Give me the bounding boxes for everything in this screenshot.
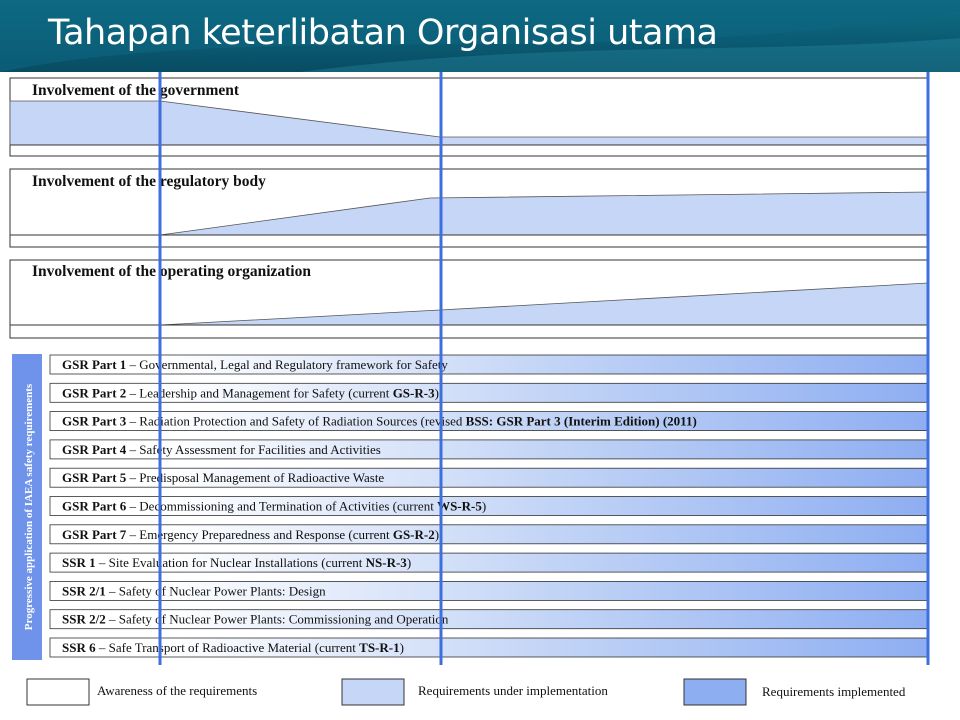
requirement-text	[62, 555, 411, 570]
requirement-reference: GS-R-3	[392, 385, 435, 401]
requirement-reference: BSS: GSR Part 3 (Interim Edition) (2011)	[465, 413, 697, 429]
requirement-separator: –	[126, 498, 140, 514]
requirement-reference: WS-R-5	[437, 498, 482, 514]
requirement-row	[50, 468, 928, 487]
legend	[27, 679, 906, 705]
requirement-row	[50, 383, 928, 402]
requirement-text	[62, 414, 697, 429]
requirement-row	[50, 355, 928, 374]
requirement-title: Safety of Nuclear Power Plants: Design	[118, 583, 326, 599]
requirement-title: Radiation Protection and Safety of Radiation Sources (revised	[139, 413, 466, 429]
requirement-row	[50, 497, 928, 516]
legend-swatch-implemented	[684, 679, 746, 705]
requirement-text	[62, 499, 486, 514]
requirement-reference: NS-R-3	[365, 555, 407, 571]
requirement-rows	[50, 355, 928, 657]
requirement-separator: –	[95, 640, 109, 655]
requirement-title: Leadership and Management for Safety (current	[139, 385, 393, 401]
requirement-text	[62, 640, 404, 655]
requirement-code: GSR Part 6	[62, 498, 127, 514]
requirement-separator: –	[105, 583, 119, 599]
legend-swatch-under-implementation	[342, 679, 404, 705]
requirement-separator: –	[126, 357, 140, 372]
side-label-bar	[12, 354, 42, 660]
requirement-separator: –	[126, 385, 140, 401]
requirement-reference: TS-R-1	[359, 640, 400, 655]
requirement-row	[50, 553, 928, 572]
legend-label-under-implementation: Requirements under implementation	[418, 683, 608, 698]
requirement-title: Decommissioning and Termination of Activities (current	[139, 498, 438, 514]
requirement-code: SSR 2/1	[62, 583, 106, 599]
requirement-row	[50, 610, 928, 629]
requirement-separator: –	[126, 441, 140, 457]
legend-swatch-awareness	[27, 679, 89, 705]
panel-label-government: Involvement of the government	[32, 82, 240, 99]
legend-label-awareness: Awareness of the requirements	[97, 683, 258, 698]
requirement-code: SSR 2/2	[62, 611, 106, 627]
side-label: Progressive application of IAEA safety requirements	[23, 383, 35, 631]
requirement-text	[62, 442, 381, 457]
requirement-text	[62, 612, 449, 627]
requirement-text	[62, 527, 439, 542]
requirement-tail: )	[481, 498, 487, 514]
requirement-code: GSR Part 1	[62, 357, 127, 372]
requirement-text	[62, 470, 384, 485]
requirement-tail: )	[434, 385, 439, 401]
requirement-title: Predisposal Management of Radioactive Waste	[139, 470, 385, 486]
requirement-title: Safe Transport of Radioactive Material (current	[108, 640, 360, 655]
requirement-code: GSR Part 3	[62, 413, 127, 429]
requirement-row	[50, 638, 928, 657]
requirement-code: SSR 1	[62, 555, 96, 571]
panel-regulatory-body	[10, 169, 928, 247]
legend-label-implemented: Requirements implemented	[762, 684, 906, 699]
requirement-separator: –	[126, 470, 140, 486]
requirement-code: GSR Part 4	[62, 441, 127, 457]
slide-title: Tahapan keterlibatan Organisasi utama	[48, 13, 718, 53]
requirement-text	[62, 357, 448, 372]
panel-label-operating-organization: Involvement of the operating organization	[32, 263, 311, 280]
requirement-title: Safety of Nuclear Power Plants: Commissioning and Operation	[118, 611, 449, 627]
requirement-row	[50, 412, 928, 431]
requirement-code: SSR 6	[62, 640, 96, 655]
requirement-text	[62, 583, 326, 598]
requirement-tail: )	[434, 526, 440, 542]
requirement-separator: –	[95, 555, 109, 571]
requirement-title: Site Evaluation for Nuclear Installations (current	[108, 555, 366, 571]
panel-label-regulatory-body: Involvement of the regulatory body	[32, 173, 266, 190]
requirement-separator: –	[105, 611, 119, 627]
requirement-row	[50, 440, 928, 459]
requirement-title: Safety Assessment for Facilities and Activities	[139, 441, 381, 457]
requirement-separator: –	[126, 413, 140, 429]
requirement-row	[50, 581, 928, 600]
requirement-reference: GS-R-2	[392, 526, 435, 542]
requirement-tail: )	[399, 640, 404, 655]
requirement-title: Emergency Preparedness and Response (current	[139, 526, 393, 542]
requirement-row	[50, 525, 928, 544]
requirement-code: GSR Part 7	[62, 526, 127, 542]
requirement-code: GSR Part 5	[62, 470, 127, 486]
panel-government	[10, 78, 928, 156]
panel-operating-organization	[10, 260, 928, 338]
requirement-separator: –	[126, 526, 140, 542]
requirement-tail: )	[406, 555, 412, 571]
requirement-title: Governmental, Legal and Regulatory framework for Safety	[139, 357, 448, 372]
requirement-code: GSR Part 2	[62, 385, 127, 401]
requirement-text	[62, 385, 439, 400]
